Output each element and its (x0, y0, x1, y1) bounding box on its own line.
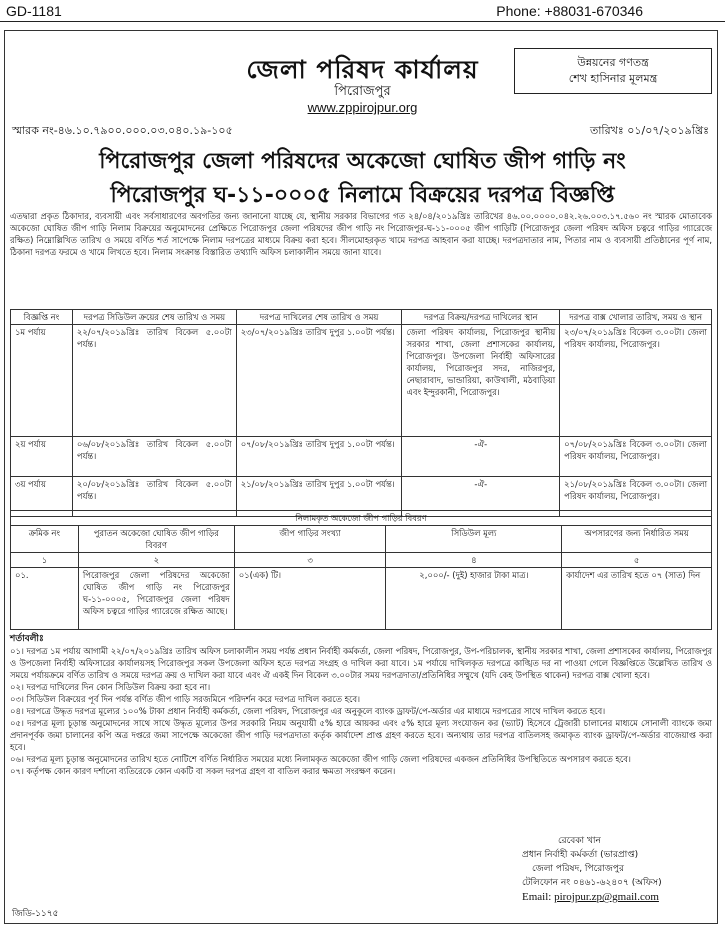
signatory-email (522, 890, 662, 904)
opening-cell: ২১/০৮/২০১৯খ্রিঃ বিকেল ৩.০০টা। জেলা পরিষদ কার্যালয়, পিরোজপুর। (560, 477, 712, 517)
terms-section (10, 633, 712, 777)
opening-cell: ০৭/০৮/২০১৯খ্রিঃ বিকেল ৩.০০টা। জেলা পরিষদ কার্যালয়, পিরোজপুর। (560, 437, 712, 477)
column-number: ৫ (562, 553, 712, 568)
signature-block (522, 834, 662, 904)
intro-paragraph: এতদ্বারা প্রকৃত ঠিকাদার, ব্যবসায়ী এবং সর্বসাধারণের অবগতির জন্য জানানো যাচ্ছে যে, স্থানীয় সরকার বিভাগের গত ২৪/০৪/২০১৯খ্রিঃ তারিখের ৪৬.০০.০০০০.০৪২.২৬.০০৩.১৭.৫৬০ নং স্মারক মোতাবেক অকেজো ঘোষিত জীপ গাড়ি নিলাম বিক্রয়ের অনুমোদনের প্রেক্ষিতে পিরোজপুর জেলা পরিষদের জীপ গাড়ি নং পিরোজপুর-ঘ-১১-০০০৫ জীপ গাড়িটি (পিরোজপুর জেলা পরিষদ অফিস চত্বরে গাড়ির গ্যারেজে রক্ষিত) নিম্নোল্লিখিত তারিখ ও সময়ে বর্ণিত শর্ত সাপেক্ষে নিলাম দরপত্রের মাধ্যমে বিক্রয় করা হবে। সীলমোহরকৃত খামে দরপত্র আহবান করা যাচ্ছে। দরপত্রদাতার নাম, পিতার নাম ও ব্যবসায়ী প্রতিষ্ঠানের পূর্ণ নাম, ঠিকানা দরপত্র ফরমে ও খামে লিখতে হবে। নিলাম সংক্রান্ত বিস্তারিত তথ্যাদি অফিস চলাকালীন সময়ে জানা যাবে। (10, 211, 712, 257)
top-bar (0, 0, 725, 22)
heading-line-2: পিরোজপুর ঘ-১১-০০০৫ নিলামে বিক্রয়ের দরপত্র বিজ্ঞপ্তি (110, 183, 615, 208)
phase-cell: ২য় পর্যায় (11, 437, 73, 477)
vehicle-description-cell: পিরোজপুর জেলা পরিষদের অকেজো ঘোষিত জীপ গাড়ি নং পিরোজপুর ঘ-১১-০০০৫, পিরোজপুর জেলা পরিষদ অফিস চত্বরে গাড়ির গ্যারেজে রক্ষিত আছে। (78, 568, 234, 630)
schedule-header: দরপত্র সিডিউল ক্রয়ের শেষ তারিখ ও সময় (72, 310, 236, 325)
term-item: ০১। দরপত্র ১ম পর্যায় আগামী ২২/০৭/২০১৯খ্রিঃ তারিখ অফিস চলাকালীন সময় পর্যন্ত প্রধান নির্বাহী কর্মকর্তা, জেলা পরিষদ, পিরোজপুর, উপ-পরিচালক, স্থানীয় সরকার শাখা, জেলা প্রশাসকের কার্যালয়, পিরোজপুর ও উপজেলা নির্বাহী অফিসারের কার্যালয়সহ পিরোজপুর সকল উপজেলা অফিস হতে দরপত্র সংগ্রহ ও দাখিল করা যাবে। ১ম পর্যায়ে দাখিলকৃত দরপত্রে কাঙ্খিত দর না পাওয়া গেলে বিজ্ঞপ্তিতে উল্লেখিত তারিখ ও সময়ে পর্যায়ক্রমে বর্ণিত তারিখ ও সময়ে দরপত্র ক্রয় ও দাখিল করা যাবে এবং ঐ একই দিন বিকেল ৩.০০টার সময় দরপত্রদাতা/প্রতিনিধির সম্মুখে (যদি কেহ উপস্থিত থাকেন) দরপত্র বাক্স খোলা হবে। (10, 646, 712, 680)
table-row (11, 325, 712, 437)
schedule-table (10, 309, 712, 517)
signatory-designation: প্রধান নির্বাহী কর্মকর্তা (ভারপ্রাপ্ত) (522, 850, 639, 860)
term-item: ০৫। দরপত্র মূল্য চূড়ান্ত অনুমোদনের সাথে সাথে উদ্ধৃত মূল্যের উপর সরকারি নিয়ম অনুযায়ী ৫% হারে আয়কর এবং ৫% হারে মূল্য সংযোজন কর (ভ্যাট) হিসেবে ট্রেজারী চালানের মাধ্যমে সোনালী ব্যাংকে জমা প্রদানপূর্বক জমা চালানের কপি অত্র দপ্তরে জমা সাপেক্ষে অকেজো জীপ গাড়ি দরপত্রদাতা কর্তৃক কার্যাদেশ প্রাপ্ত গ্রহণ করতে হবে। অন্যথায় তার দরপত্র বাতিলসহ জমাকৃত ব্যাংক ড্রাফট/পে-অর্ডার বাজেয়াপ্ত করা হবে। (10, 718, 712, 752)
vehicle-header: পুরাতন অকেজো ঘোষিত জীপ গাড়ির বিবরণ (78, 526, 234, 553)
schedule-header: বিজ্ঞপ্তি নং (11, 310, 73, 325)
term-item: ০৬। দরপত্র মূল্য চূড়ান্ত অনুমোদনের তারিখ হতে নোটিশে বর্ণিত নির্ধারিত সময়ের মধ্যে নিলামকৃত অকেজো জীপ গাড়ি জেলা পরিষদের একজন প্রতিনিধির উপস্থিতিতে অপসারণ করতে হবে। (10, 754, 631, 764)
heading-line-1: পিরোজপুর জেলা পরিষদের অকেজো ঘোষিত জীপ গাড়ি নং (99, 149, 626, 174)
schedule-header: দরপত্র বাক্স খোলার তারিখ, সময় ও স্থান (560, 310, 712, 325)
schedule-header-row (11, 310, 712, 325)
footer-code: জিডি-১১৭৫ (12, 909, 59, 919)
column-number: ২ (78, 553, 234, 568)
vehicle-header: অপসারণের জন্য নির্ধারিত সময় (562, 526, 712, 553)
office-place: পিরোজপুর (334, 84, 391, 99)
column-number-row (11, 553, 712, 568)
term-item: ০৪। দরপত্রে উদ্ধৃত দরপত্র মূল্যের ১০০% টাকা প্রধান নির্বাহী কর্মকর্তা, জেলা পরিষদ, পিরোজপুর এর অনুকূলে ব্যাংক ড্রাফট/পে-অর্ডার এর মাধ্যমে দরপত্রের সাথে দাখিল করতে হবে। (10, 706, 606, 716)
memo-number: স্মারক নং-৪৬.১০.৭৯০০.০০০.০৩.০৪০.১৯-১০৫ (12, 124, 233, 137)
serial-cell: ০১. (11, 568, 79, 630)
schedule-price-cell: ২,০০০/- (দুই) হাজার টাকা মাত্র। (386, 568, 562, 630)
motto-line-2: শেখ হাসিনার মূলমন্ত্র (568, 72, 658, 85)
email-label: Email: (522, 891, 555, 903)
column-number: ৪ (386, 553, 562, 568)
term-item: ০৩। সিডিউল বিক্রয়ের পূর্ব দিন পর্যন্ত বর্ণিত জীপ গাড়ি সরজমিনে পরিদর্শন করে দরপত্র দাখিল করতে হবে। (10, 694, 360, 704)
schedule-header: দরপত্র বিক্রয়/দরপত্র দাখিলের স্থান (402, 310, 560, 325)
term-item: ০৭। কর্তৃপক্ষ কোন কারণ দর্শানো ব্যতিরেকে কোন একটি বা সকল দরপত্র গ্রহণ বা বাতিল করার ক্ষমতা সংরক্ষণ করেন। (10, 766, 396, 776)
terms-title: শর্তাবলীঃ (10, 634, 44, 644)
email-link[interactable]: pirojpur.zp@gmail.com (554, 891, 659, 903)
signatory-phone: টেলিফোন নং ০৪৬১-৬২৪০৭ (অফিস) (522, 878, 662, 888)
vehicle-table (10, 510, 712, 630)
opening-cell: ২৩/০৭/২০১৯খ্রিঃ বিকেল ৩.০০টা। জেলা পরিষদ কার্যালয়, পিরোজপুর। (560, 325, 712, 437)
vehicle-header: ক্রমিক নং (11, 526, 79, 553)
office-name: জেলা পরিষদ কার্যালয় (246, 55, 479, 84)
removal-time-cell: কার্যাদেশ এর তারিখ হতে ০৭ (সাত) দিন (562, 568, 712, 630)
vehicle-header-row (11, 526, 712, 553)
signatory-office: জেলা পরিষদ, পিরোজপুর (532, 864, 624, 874)
vehicle-caption: নিলামকৃত অকেজো জীপ গাড়ির বিবরণ (11, 511, 712, 526)
vehicle-header: সিডিউল মূল্য (386, 526, 562, 553)
signatory-name: রেবেকা খান (558, 836, 601, 846)
place-cell: -ঐ- (402, 437, 560, 477)
vehicle-count-cell: ০১(এক) টি। (234, 568, 386, 630)
notice-date: তারিখঃ ০১/০৭/২০১৯খ্রিঃ (589, 124, 709, 137)
motto-line-1: উন্নয়নের গণতন্ত্র (577, 56, 649, 69)
gd-number: GD-1181 (6, 3, 62, 19)
term-item: ০২। দরপত্র দাখিলের দিন কোন সিডিউল বিক্রয় করা হবে না। (10, 682, 211, 692)
place-cell: জেলা পরিষদ কার্যালয়, পিরোজপুর স্থানীয় সরকার শাখা, জেলা প্রশাসকের কার্যালয়, পিরোজপুর। উপজেলা নির্বাহী অফিসারের কার্যালয়, পিরোজপুর সদর, নাজিরপুর, নেছারাবাদ, ভান্ডারিয়া, কাউখালী, মঠবাড়িয়া এবং ইন্দুরকানী, পিরোজপুর। (402, 325, 560, 437)
submit-deadline-cell: ০৭/০৮/২০১৯খ্রিঃ তারিখ দুপুর ১.০০টা পর্যন্ত। (236, 437, 402, 477)
buy-deadline-cell: ২০/০৮/২০১৯খ্রিঃ তারিখ বিকেল ৫.০০টা পর্যন্ত। (72, 477, 236, 517)
buy-deadline-cell: ০৬/০৮/২০১৯খ্রিঃ তারিখ বিকেল ৫.০০টা পর্যন্ত। (72, 437, 236, 477)
column-number: ১ (11, 553, 79, 568)
buy-deadline-cell: ২২/০৭/২০১৯খ্রিঃ তারিখ বিকেল ৫.০০টা পর্যন্ত। (72, 325, 236, 437)
vehicle-header: জীপ গাড়ির সংখ্যা (234, 526, 386, 553)
phase-cell: ১ম পর্যায় (11, 325, 73, 437)
phase-cell: ৩য় পর্যায় (11, 477, 73, 517)
submit-deadline-cell: ২৩/০৭/২০১৯খ্রিঃ তারিখ দুপুর ১.০০টা পর্যন্ত। (236, 325, 402, 437)
submit-deadline-cell: ২১/০৮/২০১৯খ্রিঃ তারিখ দুপুর ১.০০টা পর্যন্ত। (236, 477, 402, 517)
office-website[interactable]: www.zppirojpur.org (307, 100, 418, 115)
schedule-header: দরপত্র দাখিলের শেষ তারিখ ও সময় (236, 310, 402, 325)
table-row (11, 437, 712, 477)
column-number: ৩ (234, 553, 386, 568)
table-row (11, 568, 712, 630)
phone-number: Phone: +88031-670346 (496, 3, 643, 19)
motto-box (514, 48, 712, 94)
place-cell: -ঐ- (402, 477, 560, 517)
vehicle-caption-row (11, 511, 712, 526)
